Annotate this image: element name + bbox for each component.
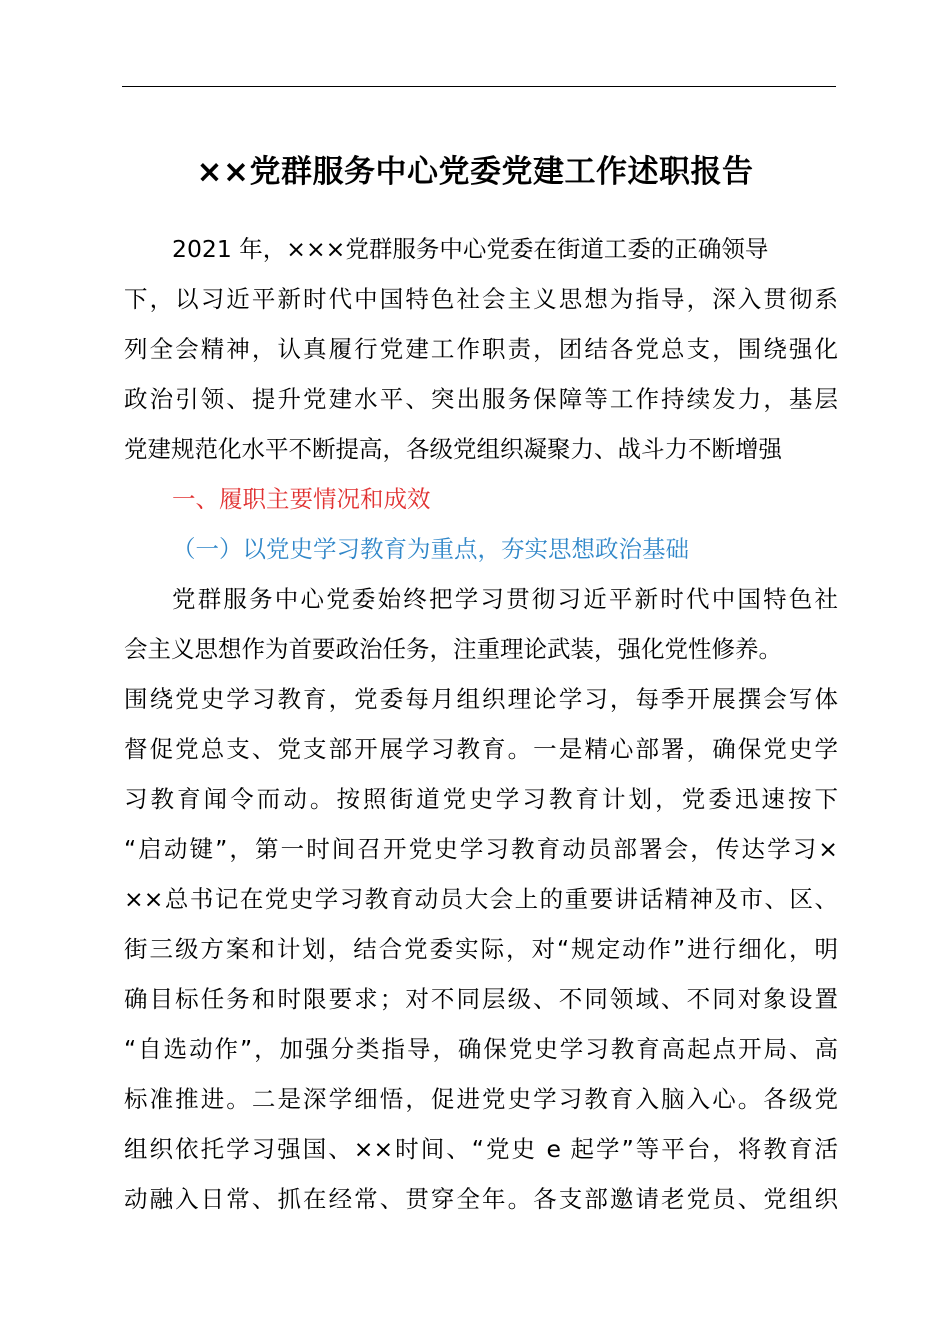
paragraph-line: ××总书记在党史学习教育动员大会上的重要讲话精神及市、区、 [124,885,838,913]
paragraph-line: 组织依托学习强国、××时间、“党史 e 起学”等平台，将教育活 [124,1135,838,1163]
paragraph-line: 会主义思想作为首要政治任务，注重理论武装，强化党性修养。 [124,635,782,663]
paragraph-line: 围绕党史学习教育，党委每月组织理论学习，每季开展撰会写体 [124,685,838,713]
document-title: ××党群服务中心党委党建工作述职报告 [196,154,754,190]
header-rule [122,86,836,87]
paragraph-line: 街三级方案和计划，结合党委实际，对“规定动作”进行细化，明 [124,935,838,963]
paragraph-line: 2021 年，×××党群服务中心党委在街道工委的正确领导 [172,235,769,263]
paragraph-line: 政治引领、提升党建水平、突出服务保障等工作持续发力，基层 [124,385,838,413]
section-heading: 一、履职主要情况和成效 [172,485,431,513]
paragraph-line: 确目标任务和时限要求；对不同层级、不同领域、不同对象设置 [124,985,838,1013]
paragraph-line: 党建规范化水平不断提高，各级党组织凝聚力、战斗力不断增强 [124,435,782,463]
paragraph-line: 督促党总支、党支部开展学习教育。一是精心部署，确保党史学 [124,735,838,763]
paragraph-line: 动融入日常、抓在经常、贯穿全年。各支部邀请老党员、党组织 [124,1185,838,1213]
paragraph-line: 列全会精神，认真履行党建工作职责，团结各党总支，围绕强化 [124,335,838,363]
subsection-heading: （一）以党史学习教育为重点，夯实思想政治基础 [172,535,689,563]
paragraph-line: 习教育闻令而动。按照街道党史学习教育计划，党委迅速按下 [124,785,838,813]
paragraph-line: 下，以习近平新时代中国特色社会主义思想为指导，深入贯彻系 [124,285,838,313]
paragraph-line: 党群服务中心党委始终把学习贯彻习近平新时代中国特色社 [172,585,838,613]
paragraph-line: “启动键”，第一时间召开党史学习教育动员部署会，传达学习× [124,835,838,863]
paragraph-line: 标准推进。二是深学细悟，促进党史学习教育入脑入心。各级党 [124,1085,838,1113]
paragraph-line: “自选动作”，加强分类指导，确保党史学习教育高起点开局、高 [124,1035,838,1063]
